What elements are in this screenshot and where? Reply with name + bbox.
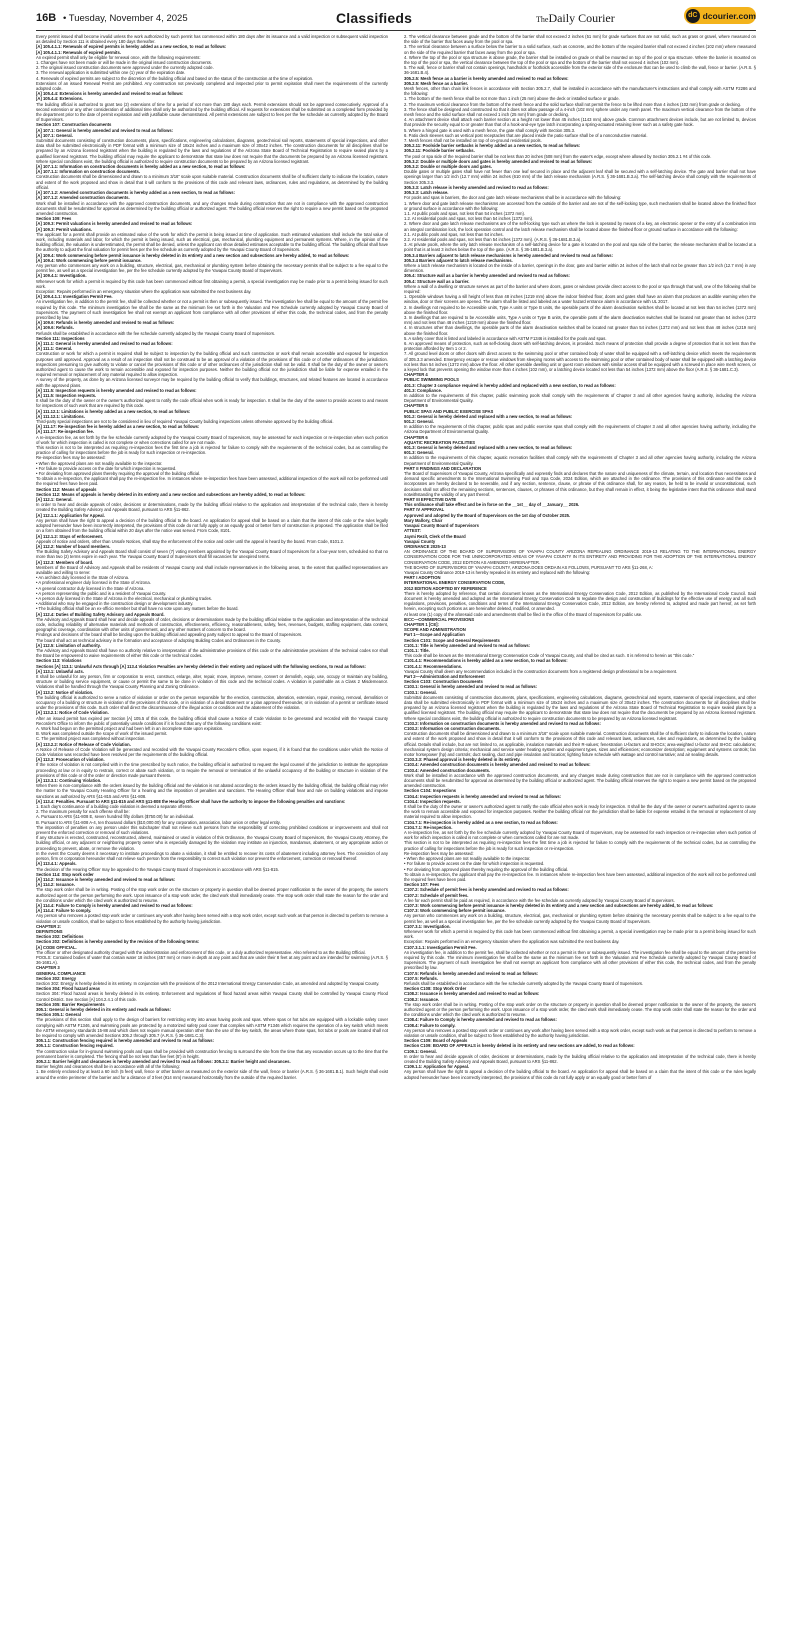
section-heading: Section 305: Barrier Requirements xyxy=(36,1001,105,1007)
paragraph: AN ORDINANCE OF THE BOARD OF SUPERVISORS OF YAVAPAI COUNTY ARIZONA REPEALING ORDINANCE 2019-13 RELATING TO THE INTERNATIONAL ENERGY CONSERVATION CODE FOR THE UNINCORPORATED AREAS OF YAVAPAI COUNTY IN ITS ENTIRETY AND PROVIDING FOR THE ADOPTION OF THE INTERNATIONAL ENERGY CONSERVATION CODE, 2012 EDITION AS AMENDED HEREINAFTER. xyxy=(404,549,756,565)
section-heading: [A] 107.1: General is hereby amended and revised to read as follows: xyxy=(36,127,174,133)
section-heading: This ordinance shall take effect and be in force on the __1st__ day of __January__ 2026. xyxy=(404,502,580,508)
section-heading: C108.2: Issuance is hereby amended and revised to read as follows: xyxy=(404,991,540,997)
section-heading: 305.3.3: Latch release. xyxy=(404,190,449,196)
section-heading: [A] 112.4: Duties of Building Safety Advisory and Appeals Board. xyxy=(36,611,165,617)
paragraph: Any person who removes a posted stop work order or continues any work after having been served with a stop work order, except such work as that person is directed to perform to remove a violation or unsafe condition, shall be subject to fines established by the authority having jurisdiction. xyxy=(36,913,388,924)
paragraph: Any person shall have the right to appeal a decision of the building official to the board. An application for appeal shall be based on a claim that the intent of this code or the rules legally adopted hereunder have been incorrectly interpreted, the provisions of this code do not fully apply or an equally good or better form of construction is proposed. The application shall be filed on a form obtained from the building official within 20 days after the notice was served. From Code, 8101. xyxy=(36,517,388,534)
paragraph: The building official is authorized to serve a notice of violation or order on the person responsible for the erection, construction, alteration, extension, repair, moving, removal, demolition or occupancy of a building or structure in violation of the provisions of this code, or in violation of a detail statement or a plan approved thereunder, or in violation of a permit or certificate issued under the provisions of this code. Such order shall direct the discontinuance of the illegal action or condition and the abatement of the violation. xyxy=(36,694,388,711)
section-heading: [A] 112.5: Limitation of authority. xyxy=(36,642,101,648)
paragraph: A Notice of Release of Code Violation will be generated and recorded with the Yavapai County Recorder's Office, upon request, if it is found that the conditions under which the Notice of Code Violation was recorded have been resolved per the requirements of the building official. xyxy=(36,746,388,758)
newspaper-name xyxy=(536,11,615,26)
paragraph: The construction value for in-ground swimming pools and spas shall be provided with construction fencing to surround the site from the time that any excavation occurs up to the time that the permanent barrier is completed. The fencing shall be not less than five feet (5') in height. xyxy=(36,1048,388,1059)
section-heading: [A] 111.1: General is hereby amended and revised to read as follows: xyxy=(36,340,173,346)
paragraph: There is hereby adopted by reference, that certain document known as the International Energy Conservation Code, 2012 Edition, as published by the International Code Council. Said document is hereby amended and adopted as the International Energy Conservation Code to regulate the design and construction of buildings for the effective use of energy and all such regulations, provisions, penalties, conditions and terms of the International Energy Conservation Code, 2012 Edition, are hereby referred to, adopted and made part hereof, as set forth herein, excepting such portions as are hereinafter deleted, modified, or amended. xyxy=(404,590,756,612)
section-heading: C109.1: General. xyxy=(404,1048,437,1054)
paragraph: • When the approved plans are not readily available to the inspector. xyxy=(404,856,531,862)
section-heading: DEFINITIONS xyxy=(36,928,63,934)
paragraph: The imposition of penalties on any person under this subchapter shall not relieve such persons from the responsibility of correcting prohibited conditions or improvements and shall not prevent the enforced correction or removal of such violations. xyxy=(36,824,388,836)
paragraph: Refunds shall be established in accordance with the fee schedule currently adopted by the Yavapai County Board of Supervisors. xyxy=(404,980,644,986)
paragraph: The pool or spa side of the required barrier shall be not less than 20 inches (508 mm) from the water's edge, except where allowed by Section 305.2.1 #4 of this code. xyxy=(404,153,712,159)
paragraph: B. Pursuant to ARS §11-808 A-4, ten thousand dollars ($10,000.00) for any corporation, association, labor union or other legal entity. xyxy=(36,819,281,825)
logo-mark-icon: dC xyxy=(686,9,700,23)
section-heading: Section 202: Definitions is hereby amended by the revision of the following terms: xyxy=(36,939,200,945)
section-heading: 501.2: General is hereby deleted and replaced with a new section, to read as follows: xyxy=(404,413,573,419)
section-heading: Section 304: Flood hazard areas xyxy=(36,986,100,992)
paragraph: The stop work order shall be in writing. Posting of the stop work order on the structure or property in question shall be deemed proper notification to the owner of the property, the owner's authorized agent or the person performing the work. Upon issuance of a stop work order, the cited work shall immediately cease. The stop work order shall state the reason for the order and the conditions under which the cited work is authorized to resume. xyxy=(36,887,388,903)
section-heading: IECC—COMMERCIAL PROVISIONS xyxy=(404,616,475,622)
section-heading: 305.3.4 Barriers adjacent to latch release mechanisms. xyxy=(404,257,513,263)
paragraph: 1. Operable windows having a sill height of less than 48 inches (1219 mm) above the indoor finished floor, doors and gates shall have an alarm that produces an audible warning when the window, door or their screens are opened. The alarm shall be listed and labeled as a water hazard entrance alarm in accordance with UL 2017. xyxy=(404,294,756,305)
paragraph: It shall be unlawful for any person, firm or corporation to erect, construct, enlarge, alter, repair, move, improve, remove, convert or demolish, equip, use, occupy or maintain any building, structure or building service equipment, or cause or permit the same to be done in violation of this code and the technical codes. A violation is punishable as a Class 2 Misdemeanor. Violations shall be handled through the Yavapai County Planning and Zoning Ordinance. xyxy=(36,673,388,690)
section-heading: Part 2—Administration and Enforcement xyxy=(404,673,485,679)
section-heading: [A] 109.3: Permit valuations is hereby amended and revised to read as follows: xyxy=(36,221,193,227)
paragraph: • A person representing the public and is a resident of Yavapai County. xyxy=(36,590,167,596)
paragraph: This section is not to be interpreted as requiring re-inspection fees the first time a job is rejected for failure to comply with the requirements of the technical codes, but as controlling the practice of calling for inspections before the job is ready for such inspection or re-inspection. xyxy=(36,445,388,456)
section-heading: 501.2: General. xyxy=(404,419,434,425)
section-heading: Section 111: Inspections xyxy=(36,335,85,341)
section-heading: C107.3: Work commencing before permit issuance is hereby deleted in its entirety and a new section and subsections are hereby added, to read as follows: xyxy=(404,902,714,908)
paragraph: Whenever work for which a permit is required by this code has been commenced without first obtaining a permit, a special investigation may be made prior to a permit being issued for such work. xyxy=(404,928,756,940)
paragraph: Where a wall of a dwelling or structure serves as part of the barrier and where doors, gates or windows provide direct access to the pool or spa through that wall, one of the following shall be required: xyxy=(404,283,756,294)
section-heading: C107.2: Schedule of permit fees is hereby amended and revised to read as follows: xyxy=(404,887,569,893)
section-heading: Section 305.1: General xyxy=(36,1012,81,1018)
section-heading: Section 202: Definitions xyxy=(36,934,84,940)
section-heading: Section C103: Construction Documents xyxy=(404,679,483,685)
paragraph: 3. The renewal application is submitted within one (1) year of the expiration date. xyxy=(36,70,186,76)
paragraph: The provisions of this section shall apply to the design of barriers for restricting entry into areas having pools and spas. Where spas or hot tubs are equipped with a lockable safety cover complying with ASTM F1346, and swimming pools are protected by a motorized safety pool cover that complies with ASTM F1346 which requires the operation of a key switch which meets the ASTM emergency standards 15-88 and which does not require manual operation other than the use of the key switch, the areas where those spas, hot tubs or pools are located shall not be required to comply with amended Sections 305.2 through 305.7 (A.R.S. § 36-1681.C.3). xyxy=(36,1017,388,1038)
section-heading: 305.3.2: Double or multiple doors and gates. xyxy=(404,164,492,170)
paragraph: Submittal documents consisting of construction documents, plans, specifications, engineering calculations, diagrams, geotechnical soil reports, statements of special inspections, and other data shall be submitted electronically in PDF format with a minimum size of 18x24 inches and a maximum size of 30x42 inches. The construction documents for all disciplines shall be prepared by an Arizona licensed registrant when the building is regulated by the laws and regulations of the Arizona State Board of Technical Registration to require sealed plans by a qualified licensed registrant. The building official may require the applicant to demonstrate that state law does not require that the documents be prepared by an Arizona licensed registrant. Where special conditions exist, the building official is authorized to require construction documents to be prepared by an Arizona licensed registrant. xyxy=(36,138,388,164)
paragraph: Third-party special inspections are not to be considered in lieu of required Yavapai County building inspections unless otherwise approved by the building official. xyxy=(36,419,334,425)
section-heading: [A] 111.17: Re-inspection fee is hereby added as a new section, to read as follows: xyxy=(36,424,200,430)
section-heading: PART I ADOPTION xyxy=(404,575,441,581)
right-text-column xyxy=(404,34,756,1622)
section-heading: 305.3.4 Barriers adjacent to latch release mechanisms is hereby amended and revised to read as follows: xyxy=(404,252,614,258)
paragraph: 1.2. At residential pools and spas, not less than 54 inches (1372 mm). xyxy=(404,216,534,222)
paragraph: Any person who commences any work on a building, structure, electrical, gas, mechanical or plumbing system before obtaining the necessary permits shall be subject to a fee equal to the permit fee, as well as a special investigation fee, per the fee schedule currently adopted by the Yavapai County Board of Supervisors. xyxy=(404,913,756,924)
paragraph: POOLS: Contained bodies of water that contain water 18 inches (457 mm) or more in depth at any point and that are under their 8 feet at any point and are intended for swimming (A.R.S. § 36-1681.A). xyxy=(36,954,388,966)
section-heading: [A] 112.1: General. xyxy=(36,497,73,503)
paragraph: The Advisory and Appeals Board shall hear and decide appeals of order, decisions or determinations made by the building official relative to the application and interpretation of the technical code, including reliability of alternative materials and methods of construction, effectiveness, efficiency, reasonableness, safety, fees, revenues, budgets, staffing equipment, data content, geographic coverage, coordination with other units of government, and any other matters of concern to the board. xyxy=(36,616,388,633)
section-heading: [A] 113.1: Unlawful acts. xyxy=(36,668,84,674)
section-heading: Section C108: Stop Work Order xyxy=(404,986,467,992)
paragraph: An investigation fee, in addition to the permit fee, shall be collected whether or not a permit is then or subsequently issued. The investigation fee shall be equal to the amount of the permit fee required by this code. The minimum investigation fee shall be the same as the minimum fee set forth in the Valuation and Fee Schedule currently adopted by Yavapai County Board of Supervisors. The payment of such investigation fee shall not exempt an applicant from compliance with all other provisions of either this code, the technical codes, and from the penalty prescribed by law. xyxy=(404,949,756,971)
section-heading: [A] 109.6: Refunds. xyxy=(36,325,74,331)
paragraph: Any person who commences any work on a building, structure, electrical, gas, mechanical or plumbing system before obtaining the necessary permits shall be subject to a fee equal to the permit fee, as well as a special investigation fee, per the fee schedule currently adopted by the Yavapai County Board of Supervisors. xyxy=(36,262,388,274)
paragraph: • A person duly licensed in the State of Arizona in the electrical, mechanical or plumbing trades. xyxy=(36,595,213,601)
paragraph: This code shall be known as the International Energy Conservation Code of Yavapai County, and shall be cited as such. It is referred to herein as "this code." xyxy=(404,653,695,659)
paragraph: • When the approved plans are not readily available to the inspector. xyxy=(36,460,163,466)
section-heading: Section 107: Construction documents xyxy=(36,122,112,128)
paragraph: • A professional engineer duly licensed in the State of Arizona. xyxy=(36,580,151,586)
section-heading: 401.3: Compliance. xyxy=(404,387,442,393)
section-heading: [A] 105.4.4: Extensions is hereby amended and revised to read as follows: xyxy=(36,91,184,97)
paragraph: Where a latch release mechanism is located on the inside of a barrier, openings in the door, gate and barrier within 24 inches of the latch shall not be greater than 1/2 inch (12.7 mm) in any dimension. xyxy=(404,262,756,274)
paragraph: • The building official shall be an ex-officio member but shall have no vote upon any matters before the board. xyxy=(36,606,239,612)
section-heading: Section 113: Violations xyxy=(36,658,82,664)
paragraph: 5. The wall, fence or barrier shall not contain openings, handholds or footholds accessible from the exterior side of the enclosure that can be used to climb the wall, fence or barrier. (A.R.S. § 36-1681.B.4). xyxy=(404,65,756,76)
section-heading: Section C101: Scope and General Requirements xyxy=(404,637,500,643)
section-heading: [A] 112.3: Members of board. xyxy=(36,559,94,565)
paragraph: The Building Safety Advisory and Appeals Board shall consist of seven (7) voting members appointed by the Yavapai County Board of Supervisors for a four-year term, scheduled so that no more than two (2) terms expire in each year. The Yavapai County Board of Supervisors shall fill vacancies for unexpired terms. xyxy=(36,549,388,560)
paragraph: A re-inspection fee, as set forth by the fee schedule currently adopted by Yavapai County Board of Supervisors, may be assessed for each inspection or re-inspection when such portion of work for which inspection is called is not complete or when corrections called for are not made. xyxy=(404,830,756,841)
section-heading: [A] 111.5: Inspection requests is hereby amended and revised to read as follows: xyxy=(36,387,197,393)
section-heading: [A] 109.4.1.1: Investigation Permit Fee. xyxy=(36,294,113,300)
section-heading: Section C104: Inspections xyxy=(404,788,457,794)
section-heading: Section 109: Fees xyxy=(36,216,72,222)
paragraph: A. Work had begun on the permitted project and had been left in an incomplete state upon expiration. xyxy=(36,726,224,732)
paragraph: 3. The fence shall be designed and constructed so that it does not allow passage of a 4-inch (102 mm) sphere under any mesh panel. The maximum vertical clearance from the bottom of the mesh fence and the solid surface shall not exceed 1 inch (25 mm) from grade or decking. xyxy=(404,106,756,118)
section-heading: [A] 114.4: Failure to Comply is hereby amended and revised to read as follows: xyxy=(36,902,193,908)
paragraph: The decision of the Hearing Officer may be appealed to the Yavapai County Board of Supervisors in accordance with ARS §11-815. xyxy=(36,866,279,872)
paragraph: Every permit issued shall become invalid unless the work authorized by such permit has commenced within 180 days after its issuance and a valid inspection or subsequent valid inspection as detailed by Section 111 is obtained every 180 days thereafter. xyxy=(36,34,388,45)
paragraph: • For failure to provide access on the date for which inspection is requested. xyxy=(36,465,177,471)
page-number: 16B xyxy=(36,12,57,24)
section-heading: 305.1.1: Construction fencing required is hereby amended and revised to read as follows: xyxy=(36,1038,215,1044)
section-heading: 305.3.2: Double or multiple doors and gates is hereby amended and revised to read as follows: xyxy=(404,158,593,164)
paragraph: Refunds shall be established in accordance with the fee schedule currently adopted by the Yavapai County Board of Supervisors. xyxy=(36,330,276,336)
paragraph: In addition to the requirements of this chapter, aquatic recreation facilities shall comply with the requirements of Chapter 3 and all other agencies having authority, including the Arizona Department of Environmental Quality. xyxy=(404,455,756,466)
paragraph: A. Pursuant to ARS §11-808 E, seven hundred fifty dollars ($750.00) for an individual. xyxy=(36,814,195,820)
section-heading: C104.7.1: Re-inspection is hereby added as a new section, to read as follows: xyxy=(404,819,558,825)
section-heading: Yavapai County Board of Supervisors xyxy=(404,523,479,529)
section-heading: C108.4: Failure to comply. xyxy=(404,1022,456,1028)
paragraph: The applicant for a permit shall provide an estimated value of the work for which the permit is being issued at time of application. Such estimated valuations shall include the total value of work, including materials and labor, for which the permit is being issued, such as electrical, gas, mechanical, plumbing equipment and permanent systems. Where, in the opinion of the building official, the valuation is underestimated, the permit shall be denied, unless the applicant can show detailed estimates acceptable to the building official. The building official shall have the authority to adjust the final valuation for permit fees per the fee schedule as currently adopted by the Yavapai County Board of Supervisors. xyxy=(36,231,388,253)
site-url: dcourier.com xyxy=(702,10,756,21)
section-heading: [A] 111.17: Re-inspection fee. xyxy=(36,429,94,435)
paragraph: Mesh fences, other than chain link fences in accordance with Section 305.2.7, shall be installed in accordance with the manufacturer's instructions and shall comply with ASTM F2286 and the following: xyxy=(404,86,756,97)
paragraph: Construction documents shall be dimensioned and drawn to a minimum 3/16" scale upon suitable material. Construction documents shall be of sufficient clarity to indicate the location, nature and extent of the work proposed and show in detail that it will conform to the provisions of this code and relevant laws, ordinances, rules and regulations, as determined by the building official. xyxy=(36,174,388,190)
section-heading: [A] 107.1.1: Information on construction documents. xyxy=(36,169,140,175)
paragraph: An investigation fee, in addition to the permit fee, shall be collected whether or not a permit is then or subsequently issued. The investigation fee shall be equal to the amount of the permit fee required by this code. The minimum investigation fee shall be the same as the minimum fee set forth in the Valuation and Fee Schedule currently adopted by Yavapai County Board of Supervisors. The payment of such investigation fee shall not exempt an applicant from compliance with all other provisions of either this code, the technical codes, and from the penalty prescribed by law. xyxy=(36,299,388,320)
publication-date: • Tuesday, November 4, 2025 xyxy=(63,13,188,24)
section-heading: [A] 109.6: Refunds is hereby amended and revised to read as follows: xyxy=(36,320,175,326)
paragraph: 1. The bottom of the mesh fence shall be not more than 1 inch (25 mm) above the deck or installed surface or grade. xyxy=(404,96,620,102)
section-heading: [A] 113.3.1: Continuing Violation. xyxy=(36,778,102,784)
paragraph: • For deviating from approved plans thereby requiring the approval of the building official. xyxy=(36,471,201,477)
section-heading: [A] CODE OFFICIAL. xyxy=(36,944,77,950)
section-heading: 305.2.5: Mesh fence as a barrier is hereby amended and revised to read as follows: xyxy=(404,75,569,81)
paragraph: B. Work was completed outside the scope of work of the issued permit. xyxy=(36,731,168,737)
paragraph: 1. Be entirely enclosed by at least a 60 inch (5 feet) wall, fence or other barrier as measured on the exterior side of the wall, fence or barrier (A.R.S. § 36-1681.B.1). Such height shall exist around the entire perimeter of the barrier and for a distance of 3 feet (914 mm) measured horizontally from the outside of the required barrier. xyxy=(36,1069,388,1080)
section-heading: [A] 113.4.1: Appeals. xyxy=(36,861,77,867)
paragraph: Barrier heights and clearances shall be in accordance with all of the following: xyxy=(36,1064,180,1070)
section-heading: C107.3: Work commencing before permit issuance. xyxy=(404,908,506,914)
section-heading: C104.4: Inspection requests. xyxy=(404,798,461,804)
section-heading: [A] 112.1.2: Stays of enforcement. xyxy=(36,533,104,539)
paragraph: 3. The vertical clearance between a surface below the barrier to a solid surface, such as concrete, and the bottom of the required barrier shall not exceed 4 inches (102 mm) where measured on the side of the required barrier that faces away from the pool or spa. xyxy=(404,44,756,55)
section-heading: ORDINANCE 2025-13 xyxy=(404,543,446,549)
section-heading: [A] 111.5: Inspection requests. xyxy=(36,393,97,399)
paragraph: The board shall act as technical advisory in the formation and acceptance of adopting Building Codes and Ordinances in the County. xyxy=(36,637,282,643)
paragraph: If the notice of violation is not complied with in the time prescribed by such notice, the building official is authorized to request the legal counsel of the jurisdiction to institute the appropriate proceeding at law or in equity to restrain, correct or abate such violation, or to require the removal or termination of the unlawful occupancy of the building or structure in violation of the provisions of this code or of the order or direction made pursuant thereto. xyxy=(36,762,388,778)
paragraph: 3. At private pools, where the only latch release mechanism of a self-latching device for a gate is located on the pool and spa side of the barrier, the release mechanism shall be located at a point that is at least 3 inches below the top of the gate. (A.R.S. § 36-1681.B.3.a). xyxy=(404,242,756,253)
paragraph: Exception: Repairs performed in an emergency situation where the application was submitted the next business day. xyxy=(36,288,252,294)
section-heading: [A] 112.1.1: Application for Appeal. xyxy=(36,512,105,518)
section-heading: CHAPTER 3 xyxy=(36,965,60,971)
section-heading: Section C109: Board of Appeals xyxy=(404,1038,468,1044)
section-heading: 601.3: General is hereby deleted and replaced with a new section, to read as follows: xyxy=(404,445,573,451)
paragraph: If any structure is erected, constructed, reconstructed, altered, maintained or used in violation of this Ordinance, the Yavapai County Board of Supervisors, the Yavapai County Attorney, the building official, or any adjacent or neighboring property owner who is especially damaged by the violation may institute an injunction, mandamus, abatement, or any appropriate action or proceeding to prevent, abate, or remove the violation. xyxy=(36,835,388,851)
section-heading: Section 114: Stop work order xyxy=(36,871,94,877)
paragraph: Yavapai County Ordinance 2019-13 is hereby repealed in its entirety and replaced with the following: xyxy=(404,569,591,575)
section-heading: C103.4: Amended construction documents is hereby amended and revised to read as follows: xyxy=(404,762,591,768)
paragraph: In order to hear and decide appeals of order, decisions or determinations, made by the building official relative to the application and interpretation of the technical code, there is hereby created the Building Safety Advisory and Appeals Board, pursuant to ARS §11-862. xyxy=(404,1053,756,1065)
section-heading: [A] 114.2: Issuance is hereby amended and revised to read as follows: xyxy=(36,876,176,882)
paragraph: • For deviating from approved plans thereby requiring the approval of the building official. xyxy=(404,866,569,872)
section-heading: [A] 113.2: Notice of violation. xyxy=(36,689,94,695)
paragraph: 2. The maximum penalty for each offense shall be: xyxy=(36,809,130,815)
paragraph: A re-inspection fee, as set forth by the fee schedule currently adopted by the Yavapai County Board of Supervisors, may be assessed for each inspection or re-inspection when such portion of work for which inspection is called is not complete or when corrections called for are not made. xyxy=(36,434,388,445)
section-heading: Section 107: Fees xyxy=(404,882,440,888)
paragraph: Section 304: Flood hazard areas is hereby deleted in its entirety. Enforcement and regulations of flood hazard areas within Yavapai County shall be controlled by Yavapai County Flood Control District. See Section [A] 104.2.4.1 of this code. xyxy=(36,991,388,1002)
section-heading: C104.4: Inspection requests is hereby amended and revised to read as follows: xyxy=(404,793,562,799)
section-heading: C104.7.1: Re-inspection. xyxy=(404,824,453,830)
paragraph: Re-inspection fees may be assessed: xyxy=(404,850,474,856)
section-heading: Jaymi Rezit, Clerk of the Board xyxy=(404,533,466,539)
paragraph: • For failure to provide access on the date for which inspection is requested. xyxy=(404,861,545,867)
section-heading: [A] 107.1.1: Information on construction documents is hereby added as a new section, to read as follows: xyxy=(36,164,246,170)
paragraph: For pools and spas in barriers, the door and gate latch release mechanisms shall be in accordance with the following: xyxy=(404,195,622,201)
section-heading: 305.2.11: Poolside barrier setbacks. xyxy=(404,148,475,154)
paragraph: C. The permitted project was completed without inspection. xyxy=(36,736,146,742)
section-heading: 305.2.5: Mesh fence as a barrier. xyxy=(404,80,469,86)
section-heading: [A] 105.4.1.1: Renewals of expired permits is hereby added as a new section, to read as follows: xyxy=(36,44,227,50)
paragraph: Construction or work for which a permit is required shall be subject to inspection by the building official and such construction or work shall remain accessible and exposed for inspection purposes until approved. Approval as a result of an inspection shall not be construed to be an approval of a violation of the provisions of this code or of other ordinances of the jurisdiction. Inspections presuming to give authority to violate or cancel the provisions of this code or of other ordinances of the jurisdiction shall not be valid. It shall be the duty of the owner or owner's authorized agent to cause the work to remain accessible and exposed for inspection purposes. Neither the building official nor the jurisdiction shall be liable for expense entailed in the required removal or replacement of any material required to allow inspection. xyxy=(36,351,388,378)
paragraph: To obtain a re-inspection, the applicant shall pay the re-inspection fee. In instances where re-inspection fees have been assessed, additional inspection of the work will not be performed until the required fees have been paid. xyxy=(36,476,388,487)
section-heading: CHAPTER 4 xyxy=(404,372,428,378)
paragraph: In the event the County deems it necessary to institute proceedings to abate a violation, it shall be entitled to recover its costs of abatement including attorney fees. The conviction of any person, firm or corporation hereunder shall not relieve such person from the responsibility to correct such violation nor prevent the enforcement, correction or removal thereof. xyxy=(36,850,388,862)
section-title: Classifieds xyxy=(336,10,413,26)
paragraph: Whenever work for which a permit is required by this code has been commenced without first obtaining a permit, a special investigation may be made prior to a permit being issued for such work. xyxy=(36,278,388,289)
section-heading: 305.1: General is hereby deleted in its entirety and reads as follows: xyxy=(36,1006,171,1012)
section-heading: CHAPTER 5 xyxy=(404,403,428,409)
paragraph: 4. An attachment device shall attach each barrier section at a height not lower than 45 inches (1143 mm) above grade. Common attachment devices include, but are not limited to, devices that provide the security equal to or greater than that of a hook-and-eye type latch incorporating a spring-actuated retaining lever such as a safety gate hook. xyxy=(404,117,756,128)
section-heading: C101.4.1: Recommendations is hereby added as a new section, to read as follows: xyxy=(404,658,568,664)
paragraph: In order to hear and decide appeals of order, decisions or determinations, made by the building official relative to the application and interpretation of the technical code, there is hereby created the Building Safety Advisory and Appeals Board, pursuant to ARS §11-862. xyxy=(36,502,388,513)
paragraph: 2. The original issued construction documents were approved under the currently adopted code. xyxy=(36,65,214,71)
paragraph: 6. Patio deck sleeves such as vertical post receptacles that are placed inside the patio surface shall be of a nonconductive material. xyxy=(404,132,648,138)
section-heading: [A] 107.1.2: Amended construction documents. xyxy=(36,195,130,201)
paragraph: Work shall be installed in accordance with the approved construction documents, and any changes made during construction that are not in compliance with the approved construction documents shall be resubmitted for approval as determined by the building official or authorized agent. The building official reserves the right to require a new permit based on the proposed amended construction. xyxy=(36,200,388,216)
section-heading: C107.5: Refunds. xyxy=(404,975,438,981)
newspaper-prefix: The xyxy=(536,15,549,24)
paragraph: 2.1. At public pools and spas, not less than 54 inches. xyxy=(404,231,504,237)
paragraph: It shall be the duty of the owner or the owner's authorized agent to notify the code official when work is ready for inspection. It shall be the duty of the owner to provide access to and means for inspections of such work that are required by this code. xyxy=(36,398,388,409)
paragraph: 2. In dwellings not required to be Accessible units, Type A units or Type B units, the operable parts of the alarm deactivation switches shall be located at not less than 54 inches (1372 mm) above the finished floor. xyxy=(404,304,756,315)
paragraph: Appeals of notice and orders, other than Unsafe Notices, shall stay the enforcement of the notice and order until the appeal is heard by the board. From Code, 8101.2. xyxy=(36,538,344,544)
paragraph: • An architect duly licensed in the State of Arizona. xyxy=(36,575,130,581)
paragraph: 1.1. At public pools and spas, not less than 54 inches (1372 mm). xyxy=(404,210,526,216)
section-heading: 601.3: General. xyxy=(404,450,434,456)
paragraph: The officer or other designated authority charged with the administration and enforcement of this code, or a duly authorized representative. Also referred to as the Building Official. xyxy=(36,949,366,955)
paragraph: 2. The maximum vertical clearance from the bottom of the mesh fence and the solid surface shall not permit the fence to be lifted more than 4 inches (102 mm) from grade or decking. xyxy=(404,101,741,107)
section-heading: C103.2: Information on construction documents is hereby amended and revised to read as follows: xyxy=(404,720,601,726)
section-heading: 305.4: Structure wall as a barrier. xyxy=(404,278,470,284)
section-heading: C103.3.3: Phased approval is hereby deleted in its entirety. xyxy=(404,757,521,763)
paragraph: Exception: Repairs performed in an emergency situation where the application was submitted the next business day. xyxy=(404,939,620,945)
paragraph: 3. In dwellings that are required to be Accessible units, Type A units or Type B units, the operable parts of the alarm deactivation switches shall be located not greater than 54 inches (1372 mm) and not less than 48 inches (1219 mm) above the finished floor. xyxy=(404,314,756,326)
paragraph: This section is not to be interpreted as requiring re-inspection fees the first time a job is rejected for failure to comply with the requirements of the technical codes, but as controlling the practice of calling for inspections before the job is ready for such inspection or re-inspection. xyxy=(404,840,756,851)
paragraph: Extensions of an issued Renewal Permit are prohibited. Any construction not previously completed and inspected prior to permit expiration shall meet the requirements of the currently adopted code. xyxy=(36,80,388,92)
paragraph: 5. Where a hinged gate is used with a mesh fence, the gate shall comply with Section 305.3. xyxy=(404,127,576,133)
paragraph: 4. Renewals of expired permits are subject to the discretion of the building official and based on the status of the construction at the time of expiration. xyxy=(36,75,314,81)
section-heading: Approved and adopted by the Board of Supervisors on the 1st day of October 2025. xyxy=(404,512,571,518)
paragraph: Findings and decisions of the board shall be binding upon the building official and appealing party subject to appeal to the Board of Supervisors. xyxy=(36,632,303,638)
paragraph: Members of the Board of Advisory and Appeals shall be residents of Yavapai County and shall include representatives in the following areas, to the extent that qualified representatives are available and willing to serve: xyxy=(36,564,388,575)
paragraph: Any person shall have the right to appeal a decision of the building official to the board. An application for appeal shall be based on a claim that the intent of this code or the rules legally adopted hereunder have been incorrectly interpreted, the provisions of this code do not fully apply or an equally good or better form of xyxy=(404,1069,756,1080)
paragraph: 4. Where the top of the pool or spa structure is above grade, the barrier shall be installed on grade or shall be mounted on top of the pool or spa structure. Where the barrier is mounted on the top of the pool or spa, the vertical clearance between the top of the pool or spa and the bottom of the barrier shall not exceed 4 inches (102 mm). xyxy=(404,54,756,66)
paragraph: • Additional who may be engaged in the construction design or development industry. xyxy=(36,601,194,607)
section-heading: [A] 105.4.1.1: Renewals of expired permits. xyxy=(36,49,121,55)
paragraph: Submittal documents consisting of construction documents, plans, specifications, engineering calculations, diagrams, geotechnical and reports, statements of special inspections, and other data shall be submitted electronically in PDF format with a minimum size of 18x24 inches and a maximum size of 30x42 inches. The construction documents for all disciplines shall be prepared by an Arizona licensed registrant when the building is regulated by the laws and regulations of the Arizona State Board of Technical Registration to require sealed plans by a qualified licensed registrant. The building official may require the applicant to demonstrate that state law does not require that the documents be prepared by an Arizona licensed registrant. Where special conditions exist, the building official is authorized to require construction documents to be prepared by an Arizona licensed registrant. xyxy=(404,694,756,721)
site-logo-link[interactable] xyxy=(684,7,756,24)
section-heading: [A] 111.12.1: Limitations is hereby added as a new section, to read as follows: xyxy=(36,408,191,414)
paragraph: 2. Where door and gate latch release mechanisms are of the self-locking type such as where the lock is operated by means of a key, an electronic opener or the entry of a combination into an integral combination lock, the lock operation control and the latch release mechanism shall be located above the finished floor or ground surface in accordance with the following: xyxy=(404,221,756,232)
section-heading: PART III EFFECTIVE DATE xyxy=(404,497,457,503)
section-heading: [A] 109.4.1: Investigation. xyxy=(36,273,87,279)
paragraph: Re-inspection fees may be assessed: xyxy=(36,455,106,461)
header-divider xyxy=(36,30,756,31)
section-heading: CHAPTER 1 [CE]: xyxy=(404,621,439,627)
paragraph: 2. The vertical clearance between grade and the bottom of the barrier shall not exceed 2 inches (51 mm) for grade surfaces that are not solid, such as grass or gravel, where measured on the side of the barrier that faces away from the pool or spa. xyxy=(404,34,756,45)
section-heading: C101.4.1: Recommendations. xyxy=(404,663,463,669)
section-heading: [A] 114.2: Issuance. xyxy=(36,882,75,888)
paragraph: 1. Each day's continuance of a building code violation is deemed a separate offense. xyxy=(36,804,193,810)
paragraph: When there is non-compliance with the orders issued by the building official and the violation is not abated according to the orders issued by the building official, the building official may refer the matter to the Yavapai County Hearing Officer for a hearing and the imposition of penalties and sanctions. The Hearing Officer shall hear and rule on building violations and impose sanctions as authorized by ARS §11-815 and ARS §11-808. xyxy=(36,783,388,799)
section-heading: [A] 113.2.2: Notice of Release of Code Violation. xyxy=(36,741,131,747)
paragraph: 5. A safety cover that is listed and labeled in accordance with ASTM F1346 is installed for the pools and spas. xyxy=(404,335,607,341)
section-heading: C107.2: Schedule of permit fees. xyxy=(404,892,469,898)
section-heading: [A] 109.4: Work commencing before permit issuance. xyxy=(36,257,142,263)
section-heading: [A] 109.4: Work commencing before permit issuance is hereby deleted in its entirety and a new section and subsections are hereby added, to read as follows: xyxy=(36,252,350,258)
section-heading: 305.2.11: Poolside barrier setbacks is hereby added as a new section, to read as follows: xyxy=(404,143,581,149)
section-heading: 2012 EDITION ADOPTED BY REFERENCE xyxy=(404,585,487,591)
section-heading: C103.2: Information on construction documents. xyxy=(404,726,501,732)
section-heading: C107.3.1: Investigation. xyxy=(404,923,451,929)
paragraph: The building official is authorized to grant two (2) extensions of time for a period of not more than 180 days each. Permit extensions should not be approved consecutively. Approval of a second extension or any other consideration of additional time shall only be authorized by the building official. All requests for extensions shall be submitted on a completed form provided by the department prior to the date of permit expiration and with justifiable cause demonstrated. All permit extensions are subject to fees per the fee schedule as currently adopted by the Board of Supervisors. xyxy=(36,101,388,123)
section-heading: PART II FINDINGS AND DECLARATION xyxy=(404,465,482,471)
section-heading: C108.4: Failure to Comply is hereby amended and revised to read as follows: xyxy=(404,1017,557,1023)
section-heading: C103.1: General is hereby amended and revised to read as follows: xyxy=(404,684,538,690)
section-heading: INTERNATIONAL ENERGY CONSERVATION CODE, xyxy=(404,580,506,586)
paragraph: 7. Mesh fences shall not be installed on top of on-ground residential pools. xyxy=(404,138,542,144)
paragraph: After an issued permit has expired per Section [A] 105.5 of this code, the building official shall cause a Notice of Code Violation to be generated and recorded with the Yavapai County Recorder's Office to inform the public of potentially unsafe conditions if it is found that any of the following conditions exist: xyxy=(36,715,388,726)
section-heading: [A] 113.3: Prosecution of violation. xyxy=(36,757,105,763)
section-heading: [A] 112.2: Number of board members. xyxy=(36,543,111,549)
section-heading: [A] 109.3: Permit valuations. xyxy=(36,226,93,232)
section-heading: C103.4: Amended construction documents. xyxy=(404,767,491,773)
section-heading: AQUATIC RECREATION FACILITIES xyxy=(404,439,476,445)
section-heading: ATTEST: xyxy=(404,528,421,534)
paragraph: In addition to the requirements of this chapter, public spas and public exercise spas shall comply with the requirements of Chapter 3 and all other agencies having authority, including the Arizona Department of Environmental Quality. xyxy=(404,424,756,435)
paragraph: The Advisory and Appeals Board shall have no authority relative to interpretation of the administrative provisions of this code or the administrative provisions of the technical codes nor shall the Board be empowered to waive requirements of either this code or the technical codes. xyxy=(36,647,388,659)
section-heading: [A] 105.4.4: Extensions. xyxy=(36,96,84,102)
section-heading: CHAPTER 6 xyxy=(404,434,428,440)
paragraph: Yavapai County shall deem any recommendation included in the construction documents from a registered design professional to be a requirement. xyxy=(404,668,678,674)
paragraph: 6. An approved means of protection, such as self-closing doors with self-latching devices, is provided. Such means of protection shall provide a degree of protection that is not less than the protection afforded by Item 1 or 2. xyxy=(404,340,756,352)
section-heading: PART IV APPROVAL xyxy=(404,507,445,513)
section-heading: Part 1—Scope and Application xyxy=(404,632,465,638)
section-heading: [A] 111.1: General. xyxy=(36,346,73,352)
paragraph: At least one (1) copy of the aforesaid code and amendments shall be filed in the office of the Board of Supervisors for public use. xyxy=(404,611,643,617)
paragraph: An expired permit shall only be eligible for renewal once, with the following requirements: xyxy=(36,54,201,60)
section-heading: Yavapai County xyxy=(404,538,436,544)
section-heading: C101.1: Title. xyxy=(404,647,430,653)
left-text-column xyxy=(36,34,388,1622)
section-heading: C103.1: General. xyxy=(404,689,437,695)
section-heading: Section 112: Means of appeals xyxy=(36,486,97,492)
section-heading: Mary Mallory, Chair xyxy=(404,517,443,523)
paragraph: • A general contractor duly licensed in the State of Arizona. xyxy=(36,585,145,591)
section-heading: Sections [A] 113.1: Unlawful Acts through [A] 113.4 Violation Penalties are hereby deleted in their entirety and replaced with the following sections, to read as follows: xyxy=(36,663,366,669)
paragraph: THE BOARD OF SUPERVISORS OF YAVAPAI COUNTY, ARIZONA DOES ORDAIN AS FOLLOWS, PURSUANT TO ARS §11-268, A: xyxy=(404,564,653,570)
section-heading: PUBLIC SPAS AND PUBLIC EXERCISE SPAS xyxy=(404,408,494,414)
paragraph: The stop work order shall be in writing. Posting of the stop work order on the structure or property in question shall be deemed proper notification to the owner of the property, the owner's authorized agent or the person performing the work. Upon issuance of a stop work order, the cited work shall immediately cease. The stop work order shall state the reason for the order and the conditions under which the cited work is authorized to resume. xyxy=(404,1001,756,1018)
section-heading: [A] 114.4: Failure to comply. xyxy=(36,908,92,914)
section-heading: 401.3: Chapter 3 compliance required is hereby added and replaced with a new section, to read as follows: xyxy=(404,382,616,388)
paragraph: Any person who removes a posted stop work order or continues any work after having been served with a stop work order, except such work as that person is directed to perform to remove a violation or unsafe condition, shall be subject to fines established by the authority having jurisdiction. xyxy=(404,1027,756,1038)
paragraph: 1. Where door and gate latch release mechanisms are accessed from the outside of the barrier and are not of the self-locking type, such mechanism shall be located above the finished floor or ground surface in accordance with the following: xyxy=(404,200,756,211)
section-heading: 305.4: Structure wall as a barrier is hereby amended and revised to read as follows: xyxy=(404,273,570,279)
section-heading: PUBLIC SWIMMING POOLS xyxy=(404,377,459,383)
section-heading: [A] 107.1: General. xyxy=(36,132,73,138)
section-heading: CHAPTER 2: xyxy=(36,923,62,929)
paragraph: A fee for each permit shall be paid as required, in accordance with the fee schedule as currently adopted by Yavapai County Board of Supervisors. xyxy=(404,897,675,903)
section-heading: C107.3.1.1: Investigation Permit Fee. xyxy=(404,944,477,950)
paragraph: It shall be the duty of the owner or owner's authorized agent to notify the code official when work is ready for inspection. It shall be the duty of the owner or owner's authorized agent to cause the work to remain accessible and exposed for inspection purposes. Neither the building official nor the jurisdiction shall be liable for expense entailed in the removal or replacement of any material required to allow inspection. xyxy=(404,804,756,820)
paragraph: Construction documents shall be dimensioned and drawn to a minimum 3/16" scale upon suitable material. Construction documents shall be of sufficient clarity to indicate the location, nature and extent of the work proposed and show in detail that it will conform to the provisions of this code and relevant laws, ordinances, rules and regulations, as determined by the building official. Details shall include, but are not limited to, as applicable, insulation materials and their R-values; fenestration U-factors and SHGCs; area-weighted U-factor and SHGC calculations; mechanical system design criteria; mechanical and service water heating system and equipment types, sizes and efficiencies; economizer description; equipment and systems controls; fan motor horsepower (hp) and controls; duct sealing, duct and pipe insulation and location; lighting fixture schedule with wattage and control narrative; and air sealing details. xyxy=(404,731,756,758)
section-heading: 305.3.3: Latch release is hereby amended and revised to read as follows: xyxy=(404,184,549,190)
paragraph: In addition to the requirements of this chapter, public swimming pools shall comply with the requirements of Chapter 3 and all other agencies having authority, including the Arizona Department of Environmental Quality. xyxy=(404,393,756,404)
paragraph: 7. All ground level doors or other doors with direct access to the swimming pool or other contained body of water shall be equipped with a self-latching device which meets the requirements of 305.3.3 amended. Emergency escape or rescue windows from sleeping rooms with access to the swimming pool or other contained body of water shall be equipped with a latching device not less than 54 inches (1372 mm) above the floor. All other operable dwelling unit or guest room windows with similar access shall be equipped with a screwed in place wire mesh screen, or a keyed lock that prevents opening the window more than 4 inches (102 mm), or a latching device located not less than 54 inches (1372 mm) above the floor (A.R.S. § 36-1681.C.3). xyxy=(404,351,756,372)
section-heading: Section 302: Energy xyxy=(36,975,77,981)
section-heading: 305.2.1: Barrier height and clearances is hereby amended and revised to read as follows: 305.2.1: Barrier height and clearances. xyxy=(36,1059,291,1065)
paragraph: A survey of the property, as done by an Arizona licensed surveyor may be required by the building official to verify that buildings, structures, and related features are located in accordance with the approved plans. xyxy=(36,377,388,388)
paragraph: 4. In structures other than dwellings, the operable parts of the alarm deactivation switches shall be located not greater than 54 inches (1372 mm) and not less than 48 inches (1219 mm) above the finished floor. xyxy=(404,325,756,336)
paragraph: 2.2. At residential pools and spas, not less than 54 inches (1372 mm). (A.R.S. § 36-1681.B.3.a). xyxy=(404,236,582,242)
section-heading: SCOPE AND ADMINISTRATION xyxy=(404,627,466,633)
paragraph: Work shall be installed in accordance with the approved construction documents, and any changes made during construction that are not in compliance with the approved construction documents shall be resubmitted for approval as determined by the building official or authorized agent. The building official reserves the right to require a new permit based on the proposed amended construction. xyxy=(404,772,756,789)
newspaper-title: Daily Courier xyxy=(548,11,615,25)
paragraph: 1. Changes have not been made or will be made in the original issued construction documents. xyxy=(36,60,212,66)
section-heading: C109.1.1: Application for Appeal. xyxy=(404,1064,470,1070)
section-heading: [A] 113.4: Penalties. Pursuant to ARS §11-815 and ARS §11-808 the Hearing Officer shall have the authority to impose the following penalties and sanctions: xyxy=(36,798,346,804)
section-heading: [A] 111.12.1: Limitations. xyxy=(36,413,85,419)
section-heading: C108.2: Issuance. xyxy=(404,996,440,1002)
section-heading: Section 112: Means of appeals is hereby deleted in its entirety and a new section and subsections are hereby added, to read as follows: xyxy=(36,491,306,497)
paragraph: To obtain a re-inspection, the applicant shall pay the re-inspection fee. In instances where re-inspection fees have been assessed, additional inspection of the work will not be performed until the required fees have been paid. xyxy=(404,871,756,882)
section-heading: C107.5: Refunds is hereby amended and revised to read as follows: xyxy=(404,970,539,976)
section-heading: [A] 107.1.2: Amended construction documents is hereby added as a new section, to read as follows: xyxy=(36,190,236,196)
section-heading: C101.1: Title is hereby amended and revised to read as follows: xyxy=(404,642,531,648)
section-heading: GENERAL COMPLIANCE xyxy=(36,970,86,976)
section-heading: Section C109: BOARD OF APPEALS is hereby deleted in its entirety and new sections are added, to read as follows: xyxy=(404,1043,635,1049)
paragraph: Double gates or multiple gates shall have not fewer than one leaf secured in place and the adjacent leaf shall be secured with a self-latching device. The gate and barrier shall not have openings larger than 1/2 inch (12.7 mm) within 24 inches (610 mm) of the latch release mechanism (A.R.S. § 36-1681.B.3.a). The self-latching device shall comply with the requirements of Section 305.3.3. xyxy=(404,169,756,185)
paragraph: Section 302: Energy is hereby deleted in its entirety. In conjunction with the provisions of the 2012 International Energy Conservation Code, as amended and adopted by Yavapai County. xyxy=(36,980,380,986)
paragraph: The Board of Supervisors of Yavapai County, Arizona specifically and expressly finds and declares that the nature and uniqueness of the climate, terrain, and location thus necessitates and demand specific amendments to the International Swimming Pool and Spa Code, 2024 Edition, which are attached in the ordinance. The provisions of this ordinance and the code it incorporates are hereby declared to be severable, and if any section, sentence, clause, or phrase of this ordinance shall, for any reason, be held to be invalid or unconstitutional, such decisions shall not affect the remaining sections, sentences, clauses, or phrases of this ordinance, but they shall remain in effect, it being the legislative intent that this ordinance shall stand notwithstanding the validity of any part thereof. xyxy=(404,471,756,497)
section-heading: 305.1.1: Construction fencing required. xyxy=(36,1043,114,1049)
section-heading: [A] 113.2.1: Notice of Code Violation. xyxy=(36,710,109,716)
